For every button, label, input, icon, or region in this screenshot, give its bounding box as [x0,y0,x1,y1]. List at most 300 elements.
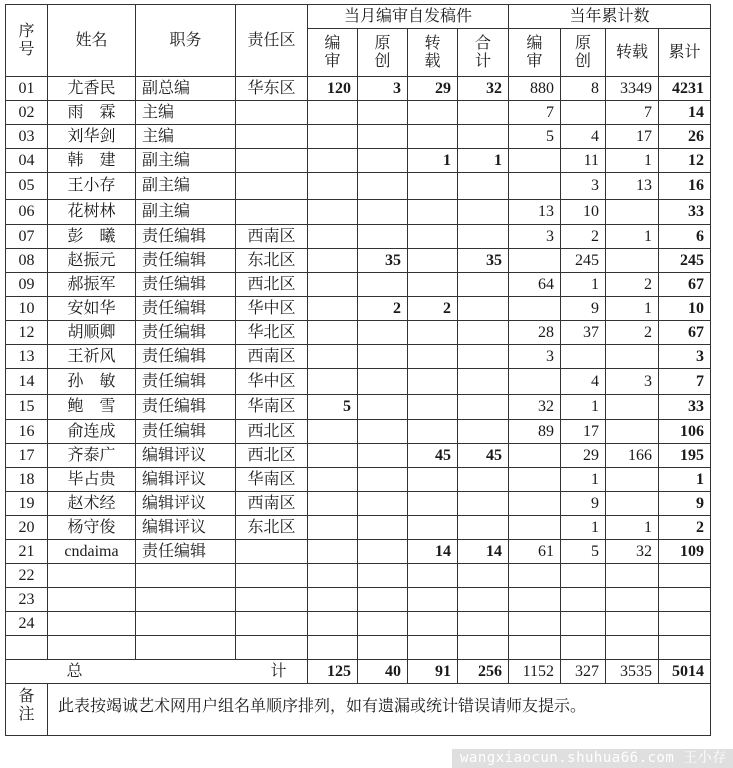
row-yearly-total: 33 [659,395,711,420]
row-region: 西北区 [236,273,308,297]
header-position: 职务 [136,5,236,77]
row-monthly-review [308,345,358,369]
row-yearly-review: 64 [509,273,561,297]
row-yearly-total: 12 [659,149,711,173]
row-monthly-review [308,369,358,395]
row-seq: 10 [6,297,48,321]
row-monthly-original [358,444,408,468]
total-monthly-repost: 91 [408,660,458,684]
row-seq: 18 [6,468,48,492]
row-position: 责任编辑 [136,345,236,369]
row-monthly-review [308,612,358,636]
row-name: 安如华 [48,297,136,321]
row-name: 俞连成 [48,420,136,444]
row-yearly-total: 26 [659,125,711,149]
row-yearly-original [561,588,606,612]
table-row [6,125,711,149]
row-monthly-repost [408,173,458,200]
row-position: 编辑评议 [136,468,236,492]
row-region [236,540,308,564]
row-region: 华中区 [236,297,308,321]
table-row [6,420,711,444]
table-row [6,297,711,321]
row-seq: 20 [6,516,48,540]
row-seq: 07 [6,225,48,249]
row-yearly-review: 32 [509,395,561,420]
row-yearly-original: 1 [561,516,606,540]
row-region: 西南区 [236,492,308,516]
table-row [6,444,711,468]
row-yearly-repost [606,468,659,492]
row-yearly-review: 5 [509,125,561,149]
row-monthly-original [358,492,408,516]
row-position: 副主编 [136,200,236,225]
row-name: 赵振元 [48,249,136,273]
row-yearly-original: 37 [561,321,606,345]
row-name [48,564,136,588]
row-monthly-review [308,173,358,200]
row-monthly-total [458,492,509,516]
row-monthly-total: 32 [458,77,509,101]
row-monthly-repost [408,516,458,540]
row-position: 责任编辑 [136,297,236,321]
row-region: 西北区 [236,444,308,468]
row-yearly-original [561,564,606,588]
row-position [136,588,236,612]
row-monthly-repost [408,321,458,345]
row-name: 王祈风 [48,345,136,369]
header-monthly-total: 合 计 [458,29,509,77]
row-seq: 06 [6,200,48,225]
watermark: wangxiaocun.shuhua66.com 王小存 [452,749,733,768]
row-yearly-review: 3 [509,225,561,249]
row-monthly-repost [408,564,458,588]
row-yearly-review [509,444,561,468]
row-yearly-original: 11 [561,149,606,173]
row-seq: 09 [6,273,48,297]
row-monthly-repost [408,249,458,273]
row-monthly-total [458,516,509,540]
row-seq: 24 [6,612,48,636]
header-monthly-group: 当月编审自发稿件 [308,5,509,29]
row-position: 编辑评议 [136,516,236,540]
row-position: 副主编 [136,173,236,200]
row-name: 韩 建 [48,149,136,173]
row-yearly-review: 89 [509,420,561,444]
row-name: 王小存 [48,173,136,200]
row-monthly-repost [408,468,458,492]
row-monthly-review: 120 [308,77,358,101]
row-monthly-original: 35 [358,249,408,273]
row-yearly-repost [606,395,659,420]
row-position [136,564,236,588]
row-monthly-original [358,173,408,200]
row-monthly-review [308,297,358,321]
row-monthly-original [358,420,408,444]
row-yearly-original: 3 [561,173,606,200]
row-position: 编辑评议 [136,492,236,516]
remarks-label: 备 注 [6,684,48,736]
row-region [236,125,308,149]
header-region: 责任区 [236,5,308,77]
row-name: 齐泰广 [48,444,136,468]
row-region: 华东区 [236,77,308,101]
row-yearly-review [509,588,561,612]
table-row [6,77,711,101]
row-position: 责任编辑 [136,321,236,345]
row-monthly-original [358,564,408,588]
row-monthly-original [358,273,408,297]
total-yearly-total: 5014 [659,660,711,684]
row-monthly-total [458,297,509,321]
row-yearly-total: 9 [659,492,711,516]
row-yearly-repost [606,612,659,636]
row-monthly-repost: 1 [408,149,458,173]
row-name: 孙 敏 [48,369,136,395]
row-monthly-total [458,564,509,588]
row-monthly-review [308,225,358,249]
row-seq: 15 [6,395,48,420]
totals-label: 总 计 [6,660,308,684]
row-yearly-repost: 17 [606,125,659,149]
row-yearly-review: 880 [509,77,561,101]
row-monthly-total [458,321,509,345]
row-position: 主编 [136,101,236,125]
row-yearly-repost [606,564,659,588]
row-yearly-original: 4 [561,369,606,395]
row-yearly-review [509,468,561,492]
row-monthly-original: 2 [358,297,408,321]
row-yearly-review: 28 [509,321,561,345]
row-seq: 13 [6,345,48,369]
row-monthly-total [458,588,509,612]
header-seq: 序 号 [6,5,48,77]
row-monthly-repost [408,395,458,420]
row-monthly-original [358,321,408,345]
row-monthly-review [308,564,358,588]
row-monthly-review [308,492,358,516]
table-row [6,345,711,369]
row-yearly-original: 1 [561,395,606,420]
row-yearly-original: 9 [561,297,606,321]
table-row [6,395,711,420]
row-monthly-repost: 14 [408,540,458,564]
row-region: 华中区 [236,369,308,395]
table-row [6,225,711,249]
row-yearly-total: 106 [659,420,711,444]
row-yearly-review [509,369,561,395]
row-yearly-original: 5 [561,540,606,564]
row-yearly-review: 13 [509,200,561,225]
header-monthly-review: 编 审 [308,29,358,77]
row-monthly-original [358,395,408,420]
row-monthly-repost [408,420,458,444]
row-yearly-original: 29 [561,444,606,468]
row-name: 毕占贵 [48,468,136,492]
row-position: 责任编辑 [136,395,236,420]
row-name: 鲍 雪 [48,395,136,420]
row-monthly-original [358,468,408,492]
total-yearly-review: 1152 [509,660,561,684]
row-yearly-total: 14 [659,101,711,125]
row-monthly-total [458,345,509,369]
row-name: 雨 霖 [48,101,136,125]
row-yearly-original: 2 [561,225,606,249]
row-yearly-original [561,345,606,369]
row-monthly-original [358,125,408,149]
row-yearly-original: 1 [561,468,606,492]
row-monthly-review [308,516,358,540]
row-seq [6,636,48,660]
row-position [136,636,236,660]
row-seq: 03 [6,125,48,149]
row-monthly-repost [408,492,458,516]
row-region: 华北区 [236,321,308,345]
row-yearly-original [561,636,606,660]
row-yearly-total: 10 [659,297,711,321]
row-name: 彭 曦 [48,225,136,249]
row-monthly-repost: 29 [408,77,458,101]
table-row [6,516,711,540]
row-seq: 05 [6,173,48,200]
row-monthly-original [358,612,408,636]
header-yearly-review: 编 审 [509,29,561,77]
row-seq: 04 [6,149,48,173]
row-seq: 19 [6,492,48,516]
row-monthly-original [358,636,408,660]
row-monthly-review [308,540,358,564]
row-yearly-total: 3 [659,345,711,369]
row-yearly-total: 33 [659,200,711,225]
row-yearly-repost: 3 [606,369,659,395]
row-yearly-review [509,297,561,321]
table-row [6,249,711,273]
row-yearly-repost: 1 [606,516,659,540]
header-yearly-repost: 转载 [606,29,659,77]
row-monthly-repost [408,225,458,249]
row-monthly-review [308,444,358,468]
row-monthly-repost [408,273,458,297]
row-monthly-total [458,395,509,420]
row-monthly-original: 3 [358,77,408,101]
row-monthly-total: 35 [458,249,509,273]
row-yearly-total: 67 [659,321,711,345]
row-yearly-repost [606,636,659,660]
row-position: 副主编 [136,149,236,173]
row-monthly-review [308,101,358,125]
row-monthly-total [458,468,509,492]
remarks-row [6,684,711,736]
row-monthly-repost: 2 [408,297,458,321]
row-monthly-total [458,420,509,444]
header-yearly-total: 累计 [659,29,711,77]
row-name: 郝振军 [48,273,136,297]
row-yearly-total: 6 [659,225,711,249]
row-yearly-total: 195 [659,444,711,468]
row-monthly-total [458,225,509,249]
row-yearly-repost [606,420,659,444]
row-monthly-review [308,200,358,225]
row-yearly-repost: 2 [606,321,659,345]
row-yearly-review: 3 [509,345,561,369]
table-row [6,588,711,612]
row-region: 东北区 [236,516,308,540]
row-yearly-repost: 3349 [606,77,659,101]
row-region [236,200,308,225]
row-yearly-review [509,149,561,173]
row-region: 西北区 [236,420,308,444]
row-monthly-repost [408,369,458,395]
row-yearly-total: 1 [659,468,711,492]
row-region [236,636,308,660]
row-yearly-original: 8 [561,77,606,101]
table-row [6,540,711,564]
row-yearly-total: 67 [659,273,711,297]
row-position: 责任编辑 [136,369,236,395]
row-yearly-total [659,636,711,660]
row-yearly-repost: 13 [606,173,659,200]
row-position: 责任编辑 [136,249,236,273]
total-monthly-review: 125 [308,660,358,684]
row-seq: 08 [6,249,48,273]
row-position: 主编 [136,125,236,149]
table-row [6,273,711,297]
row-monthly-repost [408,588,458,612]
statistics-table [5,4,711,736]
row-seq: 12 [6,321,48,345]
row-yearly-repost [606,249,659,273]
row-monthly-repost [408,125,458,149]
table-row [6,369,711,395]
row-seq: 22 [6,564,48,588]
row-monthly-original [358,345,408,369]
row-seq: 14 [6,369,48,395]
row-monthly-original [358,200,408,225]
row-region [236,588,308,612]
row-monthly-total [458,200,509,225]
row-position: 副总编 [136,77,236,101]
header-name: 姓名 [48,5,136,77]
total-monthly-total: 256 [458,660,509,684]
table-row [6,636,711,660]
total-monthly-original: 40 [358,660,408,684]
row-monthly-original [358,149,408,173]
row-monthly-review [308,468,358,492]
row-yearly-repost: 2 [606,273,659,297]
row-name: 胡顺卿 [48,321,136,345]
row-name: 花树林 [48,200,136,225]
row-monthly-repost [408,636,458,660]
row-monthly-total [458,612,509,636]
row-yearly-review [509,492,561,516]
row-yearly-repost [606,345,659,369]
row-monthly-original [358,540,408,564]
row-monthly-total: 45 [458,444,509,468]
row-monthly-repost [408,101,458,125]
row-yearly-original [561,612,606,636]
row-yearly-total: 109 [659,540,711,564]
row-yearly-total: 245 [659,249,711,273]
row-monthly-original [358,588,408,612]
row-yearly-original [561,101,606,125]
row-yearly-repost: 1 [606,225,659,249]
row-yearly-review [509,636,561,660]
row-yearly-repost [606,492,659,516]
row-name: 尤香民 [48,77,136,101]
row-yearly-review [509,516,561,540]
row-position: 责任编辑 [136,225,236,249]
row-region: 华南区 [236,395,308,420]
table-row [6,468,711,492]
row-position: 责任编辑 [136,273,236,297]
row-monthly-review [308,249,358,273]
totals-row [6,660,711,684]
row-region: 东北区 [236,249,308,273]
row-monthly-review [308,588,358,612]
row-monthly-total [458,125,509,149]
row-monthly-repost [408,612,458,636]
row-region: 西南区 [236,345,308,369]
row-name: 杨守俊 [48,516,136,540]
row-monthly-total: 1 [458,149,509,173]
header-yearly-group: 当年累计数 [509,5,711,29]
row-yearly-total [659,564,711,588]
row-yearly-repost [606,588,659,612]
row-monthly-repost: 45 [408,444,458,468]
row-yearly-total: 4231 [659,77,711,101]
row-yearly-review [509,173,561,200]
header-monthly-original: 原 创 [358,29,408,77]
row-monthly-original [358,225,408,249]
row-yearly-review [509,249,561,273]
row-region [236,173,308,200]
table-row [6,173,711,200]
row-region: 华南区 [236,468,308,492]
row-monthly-total [458,636,509,660]
header-monthly-repost: 转 载 [408,29,458,77]
row-position: 责任编辑 [136,540,236,564]
row-yearly-original: 10 [561,200,606,225]
row-position [136,612,236,636]
row-monthly-original [358,101,408,125]
row-seq: 17 [6,444,48,468]
row-seq: 02 [6,101,48,125]
row-yearly-repost: 166 [606,444,659,468]
row-yearly-review [509,612,561,636]
row-yearly-original: 17 [561,420,606,444]
row-name: 刘华剑 [48,125,136,149]
row-yearly-review: 7 [509,101,561,125]
row-name [48,636,136,660]
row-yearly-original: 1 [561,273,606,297]
row-yearly-repost [606,200,659,225]
row-yearly-repost: 7 [606,101,659,125]
row-yearly-review: 61 [509,540,561,564]
row-name [48,588,136,612]
row-monthly-review [308,321,358,345]
row-name [48,612,136,636]
row-yearly-total [659,612,711,636]
row-name: cndaima [48,540,136,564]
row-yearly-review [509,564,561,588]
row-yearly-repost: 1 [606,149,659,173]
row-seq: 21 [6,540,48,564]
row-yearly-repost: 32 [606,540,659,564]
row-region [236,101,308,125]
row-region [236,564,308,588]
row-yearly-repost: 1 [606,297,659,321]
row-monthly-total [458,273,509,297]
